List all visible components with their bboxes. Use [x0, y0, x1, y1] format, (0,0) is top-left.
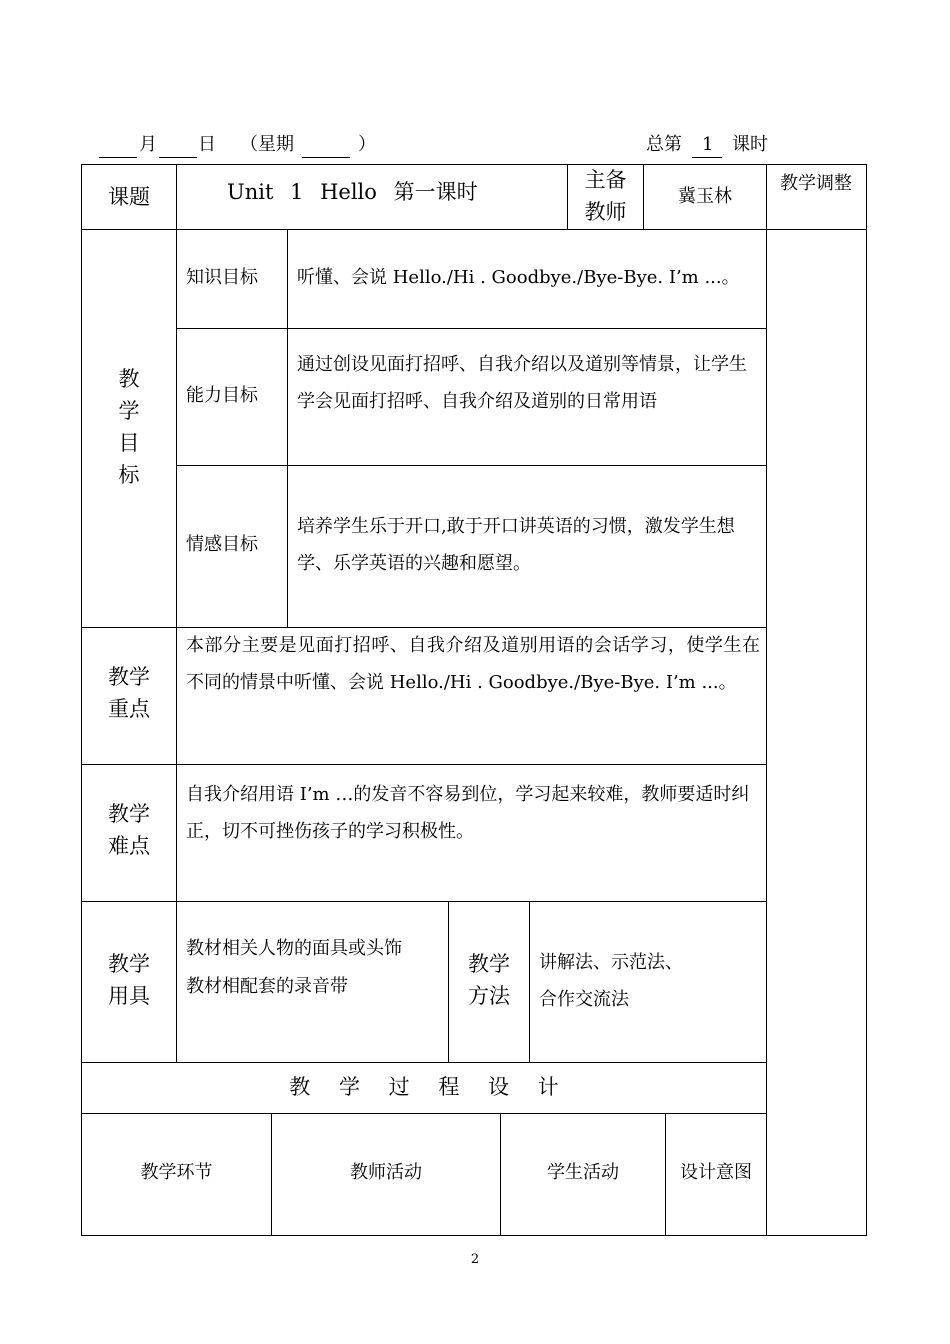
objectives-char-1: 教: [118, 367, 140, 391]
difficulties-text: 自我介绍用语 I’m …的发音不容易到位，学习起来较难，教师要适时纠正，切不可挫伤孩子的学习积极性。: [186, 784, 750, 842]
emotion-goal-text: 培养学生乐于开口,敢于开口讲英语的习惯，激发学生想学、乐学英语的兴趣和愿望。: [297, 516, 735, 574]
key-points-label-2: 重点: [108, 697, 150, 721]
knowledge-goal-label: 知识目标: [186, 267, 258, 288]
tools-line-2: 教材相配套的录音带: [186, 976, 348, 997]
lesson-number-underline: [692, 157, 722, 158]
lesson-number: 1: [702, 134, 714, 155]
day-blank: [159, 157, 197, 158]
key-points-text: 本部分主要是见面打招呼、自我介绍及道别用语的会话学习，使学生在不同的情景中听懂、会说 Hello./Hi . Goodbye./Bye-Bye. I’m ...。: [186, 635, 760, 693]
month-label: 月: [139, 134, 157, 155]
day-label: 日: [198, 134, 216, 155]
month-blank: [99, 157, 137, 158]
tools-label-1: 教学: [108, 952, 150, 976]
topic-label: 课题: [108, 185, 150, 209]
process-col-intent: 设计意图: [680, 1162, 752, 1183]
objectives-char-3: 目: [118, 431, 140, 455]
weekday-close: ）: [358, 134, 376, 155]
ability-goal-text: 通过创设见面打招呼、自我介绍以及道别等情景，让学生学会见面打招呼、自我介绍及道别的日常用语: [297, 354, 747, 412]
total-prefix: 总第: [646, 134, 682, 155]
tools-label-2: 用具: [108, 984, 150, 1008]
objectives-char-2: 学: [118, 399, 140, 423]
adjust-label: 教学调整: [780, 173, 852, 194]
knowledge-goal-text: 听懂、会说 Hello./Hi . Goodbye./Bye-Bye. I’m ...。: [297, 267, 740, 288]
teacher-name: 冀玉林: [678, 186, 732, 207]
tools-line-1: 教材相关人物的面具或头饰: [186, 938, 402, 959]
key-points-label-1: 教学: [108, 665, 150, 689]
total-suffix: 课时: [732, 134, 768, 155]
weekday-blank: [302, 157, 350, 158]
method-label-1: 教学: [468, 952, 510, 976]
method-line-1: 讲解法、示范法、: [539, 952, 683, 973]
process-heading: 教 学 过 程 设 计: [289, 1075, 559, 1099]
process-col-student: 学生活动: [547, 1162, 619, 1183]
method-label-2: 方法: [468, 984, 510, 1008]
objectives-char-4: 标: [118, 463, 140, 487]
difficulties-label-2: 难点: [108, 834, 150, 858]
method-line-2: 合作交流法: [539, 989, 629, 1010]
lead-teacher-label-2: 教师: [584, 200, 627, 224]
emotion-goal-label: 情感目标: [186, 534, 258, 555]
ability-goal-label: 能力目标: [186, 385, 258, 406]
lead-teacher-label-1: 主备: [584, 168, 627, 192]
weekday-open: （星期: [240, 134, 294, 155]
page-number: 2: [470, 1252, 480, 1267]
process-col-teacher: 教师活动: [350, 1162, 422, 1183]
difficulties-label-1: 教学: [108, 802, 150, 826]
process-col-stage: 教学环节: [140, 1162, 213, 1183]
unit-title: Unit 1 Hello 第一课时: [227, 180, 478, 204]
